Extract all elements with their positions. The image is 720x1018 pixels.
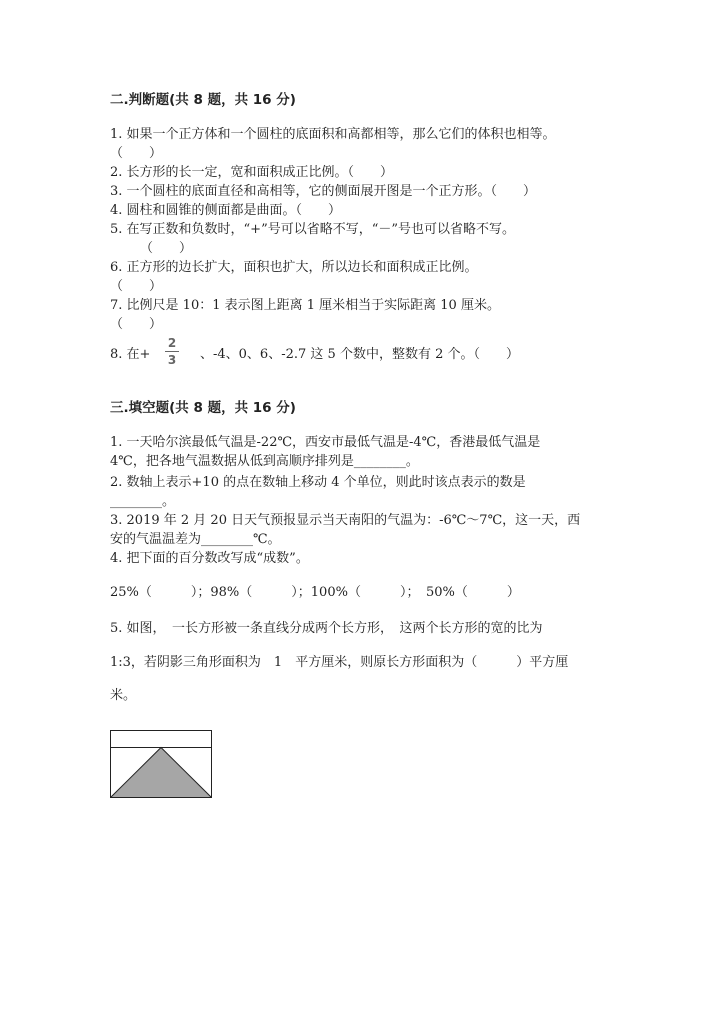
q2-8-fraction bbox=[165, 337, 179, 367]
q3-2-text-line2: ________。 bbox=[110, 494, 176, 509]
q3-2-text-line1: 2. 数轴上表示+10 的点在数轴上移动 4 个单位，则此时该点表示的数是 bbox=[110, 475, 526, 490]
q2-1-answer-blank: （ ） bbox=[110, 146, 163, 161]
q3-3-text-line2: 安的气温温差为________℃。 bbox=[110, 532, 281, 547]
section-3-title: 三.填空题(共 8 题，共 16 分) bbox=[110, 400, 296, 416]
fraction-numerator: 2 bbox=[167, 336, 177, 350]
shaded-triangle bbox=[111, 748, 212, 798]
q2-1-text: 1. 如果一个正方体和一个圆柱的底面积和高都相等，那么它们的体积也相等。 bbox=[110, 127, 556, 142]
q2-8-prefix: 8. 在+ bbox=[110, 347, 151, 362]
q3-4-items: 25%（ ）；98%（ ）；100%（ ）； 50%（ ） bbox=[110, 585, 520, 600]
q2-8-suffix: 、-4、0、6、-2.7 这 5 个数中，整数有 2 个。（ ） bbox=[200, 347, 519, 362]
q2-4-text: 4. 圆柱和圆锥的侧面都是曲面。（ ） bbox=[110, 203, 342, 218]
q2-2-text: 2. 长方形的长一定，宽和面积成正比例。（ ） bbox=[110, 165, 394, 180]
q2-5-text: 5. 在写正数和负数时，“+”号可以省略不写，“－”号也可以省略不写。 bbox=[110, 222, 516, 237]
q2-6-text: 6. 正方形的边长扩大，面积也扩大，所以边长和面积成正比例。 bbox=[110, 260, 478, 275]
q2-7-answer-blank: （ ） bbox=[110, 317, 163, 332]
section-2-title: 二.判断题(共 8 题，共 16 分) bbox=[110, 92, 296, 108]
rectangle-figure bbox=[110, 730, 212, 798]
q2-6-answer-blank: （ ） bbox=[110, 279, 163, 294]
q2-5-answer-blank: （ ） bbox=[140, 241, 193, 256]
q3-5-text-line1: 5. 如图， 一长方形被一条直线分成两个长方形， 这两个长方形的宽的比为 bbox=[110, 621, 543, 636]
q2-3-text: 3. 一个圆柱的底面直径和高相等，它的侧面展开图是一个正方形。（ ） bbox=[110, 184, 537, 199]
q3-3-text-line1: 3. 2019 年 2 月 20 日天气预报显示当天南阳的气温为：-6℃～7℃，这一天，西 bbox=[110, 513, 581, 528]
q2-7-text: 7. 比例尺是 10：1 表示图上距离 1 厘米相当于实际距离 10 厘米。 bbox=[110, 298, 500, 313]
q3-1-text-line2: 4℃，把各地气温数据从低到高顺序排列是________。 bbox=[110, 454, 419, 469]
fraction-denominator: 3 bbox=[167, 353, 177, 367]
q3-5-text-line3: 米。 bbox=[110, 688, 137, 703]
q3-5-text-line2: 1:3，若阴影三角形面积为 1 平方厘米，则原长方形面积为（ ）平方厘 bbox=[110, 655, 569, 670]
q3-4-text: 4. 把下面的百分数改写成“成数”。 bbox=[110, 551, 309, 566]
q3-1-text-line1: 1. 一天哈尔滨最低气温是-22℃，西安市最低气温是-4℃，香港最低气温是 bbox=[110, 435, 541, 450]
fraction-bar bbox=[165, 351, 179, 352]
